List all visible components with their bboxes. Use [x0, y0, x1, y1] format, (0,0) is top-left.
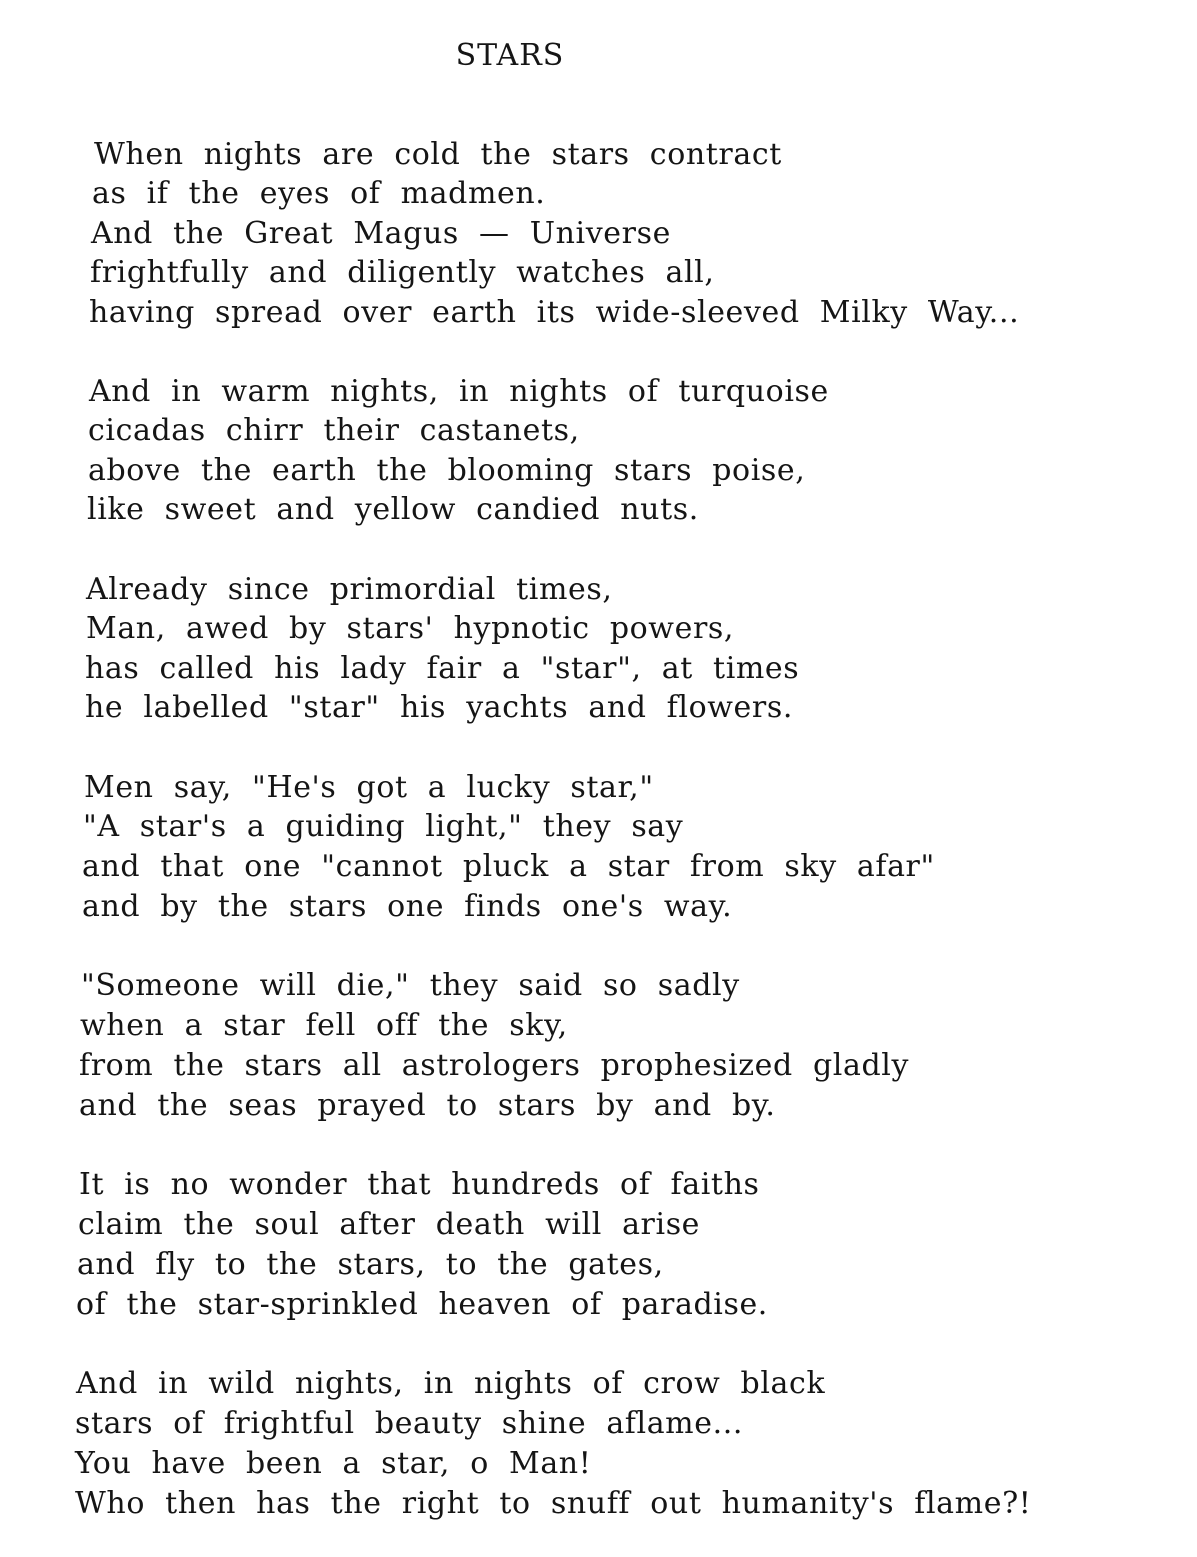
poem-line: and that one "cannot pluck a star from sky afar" — [82, 849, 935, 884]
poem-line: as if the eyes of madmen. — [92, 176, 546, 211]
poem-line: And in wild nights, in nights of crow black — [76, 1366, 826, 1401]
poem-line: and fly to the stars, to the gates, — [77, 1247, 664, 1282]
poem-line: when a star fell off the sky, — [80, 1008, 568, 1043]
poem-line: And in warm nights, in nights of turquoise — [89, 374, 829, 409]
poem-line: You have been a star, o Man! — [75, 1446, 592, 1481]
poem-line: of the star-sprinkled heaven of paradise. — [76, 1287, 768, 1322]
poem-line: Who then has the right to snuff out humanity's flame?! — [75, 1486, 1032, 1521]
poem-line: he labelled "star" his yachts and flowers. — [85, 690, 793, 725]
poem-line: Already since primordial times, — [86, 572, 613, 607]
poem-line: frightfully and diligently watches all, — [90, 255, 715, 290]
poem-title: STARS — [455, 38, 565, 73]
poem-line: It is no wonder that hundreds of faiths — [79, 1167, 760, 1202]
poem-line: claim the soul after death will arise — [78, 1207, 701, 1242]
poem-line: stars of frightful beauty shine aflame... — [75, 1406, 743, 1441]
poem-line: cicadas chirr their castanets, — [88, 413, 580, 448]
poem-line: has called his lady fair a "star", at times — [85, 651, 800, 686]
poem-line: and the seas prayed to stars by and by. — [79, 1088, 776, 1123]
poem-line: from the stars all astrologers prophesized gladly — [79, 1048, 910, 1083]
poem-line: like sweet and yellow candied nuts. — [87, 492, 699, 527]
poem-line: having spread over earth its wide-sleeved Milky Way... — [89, 295, 1020, 330]
poem-line: Man, awed by stars' hypnotic powers, — [86, 611, 735, 646]
poem-line: above the earth the blooming stars poise, — [88, 453, 806, 488]
poem-line: Men say, "He's got a lucky star," — [84, 770, 654, 805]
poem-line: And the Great Magus — Universe — [91, 216, 671, 251]
poem-line: "A star's a guiding light," they say — [83, 809, 684, 844]
poem-line: "Someone will die," they said so sadly — [81, 968, 740, 1003]
poem-line: When nights are cold the stars contract — [94, 137, 782, 172]
poem-line: and by the stars one finds one's way. — [82, 889, 733, 924]
